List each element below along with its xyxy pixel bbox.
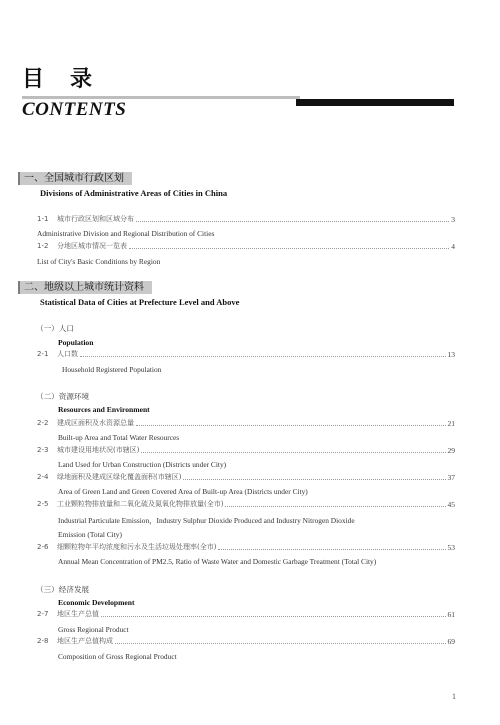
entry-page: 29	[447, 446, 455, 455]
entry-title-en: Land Used for Urban Construction (Districts under City)	[58, 460, 227, 469]
entry-page: 3	[451, 215, 455, 224]
toc-entry-1-2[interactable]	[37, 241, 455, 252]
entry-page: 45	[447, 500, 455, 509]
entry-title-cn: 地区生产总值	[57, 610, 99, 618]
group-label-en-population: Population	[58, 338, 94, 347]
entry-title-cn: 城市行政区划和区域分布	[57, 215, 134, 223]
entry-title-en: Area of Green Land and Green Covered Area of Built-up Area (Districts under City)	[58, 487, 308, 496]
entry-number: 2-7	[37, 610, 49, 618]
header-rule-black	[296, 99, 454, 106]
entry-title-cn: 工业颗粒物排放量和二氧化硫及氮氧化物排放量(全市)	[57, 500, 224, 508]
entry-page: 13	[447, 350, 455, 359]
entry-page: 37	[447, 473, 455, 482]
page-title-cn: 目录	[22, 67, 119, 92]
section-header-2: 二、地级以上城市统计资料	[18, 281, 152, 294]
entry-page: 61	[447, 610, 455, 619]
toc-entry-2-1[interactable]	[37, 349, 455, 360]
group-label-cn-population: （一）人口	[36, 324, 74, 333]
group-label-cn-resources: （二）资源环境	[36, 392, 90, 401]
group-label-en-resources: Resources and Environment	[58, 405, 150, 414]
toc-entry-2-5[interactable]	[37, 499, 455, 510]
entry-page: 69	[447, 637, 455, 646]
entry-title-cn: 地区生产总值构成	[57, 637, 113, 645]
toc-entry-2-6[interactable]	[37, 542, 455, 553]
toc-entry-2-7[interactable]	[37, 609, 455, 620]
dot-leader	[136, 220, 449, 222]
entry-number: 2-8	[37, 637, 49, 645]
dot-leader	[101, 615, 446, 617]
entry-number: 1-1	[37, 215, 49, 223]
dot-leader	[80, 355, 446, 357]
entry-title-en: Administrative Division and Regional Distribution of Cities	[37, 229, 215, 238]
dot-leader	[115, 642, 446, 644]
entry-title-en: Industrial Particulate Emission，Industry Sulphur Dioxide Produced and Industry Nitrogen Dioxide	[58, 516, 355, 525]
section-title-en-1: Divisions of Administrative Areas of Cities in China	[40, 188, 228, 198]
entry-page: 21	[447, 419, 455, 428]
entry-title-en: Household Registered Population	[62, 365, 162, 374]
entry-title-cn: 细颗粒物年平均浓度和污水及生活垃圾处理率(全市)	[57, 543, 217, 551]
entry-title-en: Built-up Area and Total Water Resources	[58, 433, 180, 442]
dot-leader	[218, 548, 445, 550]
entry-title-cn: 人口数	[57, 350, 78, 358]
entry-page: 53	[447, 543, 455, 552]
toc-entry-2-8[interactable]	[37, 636, 455, 647]
dot-leader	[183, 478, 445, 480]
entry-title-cn: 城市建设用地状况(市辖区)	[57, 446, 140, 454]
dot-leader	[136, 424, 446, 426]
entry-title-en-continued: Emission (Total City)	[58, 530, 122, 539]
section-title-en-2: Statistical Data of Cities at Prefecture Level and Above	[40, 297, 240, 307]
entry-title-en: Gross Regional Product	[58, 625, 129, 634]
toc-entry-2-4[interactable]	[37, 472, 455, 483]
dot-leader	[129, 247, 449, 249]
entry-number: 2-5	[37, 500, 49, 508]
entry-title-en: Composition of Gross Regional Product	[58, 652, 177, 661]
dot-leader	[225, 505, 445, 507]
entry-number: 2-2	[37, 419, 49, 427]
entry-title-cn: 建成区面积及水资源总量	[57, 419, 134, 427]
page-number: 1	[452, 692, 456, 701]
entry-title-en: Annual Mean Concentration of PM2.5, Ratio of Waste Water and Domestic Garbage Treatment (Total City)	[58, 557, 377, 566]
toc-entry-2-2[interactable]	[37, 418, 455, 429]
entry-title-cn: 绿地面积及建成区绿化覆盖面积(市辖区)	[57, 473, 182, 481]
section-header-1: 一、全国城市行政区划	[18, 172, 132, 185]
dot-leader	[141, 451, 445, 453]
page-title-en: CONTENTS	[22, 99, 127, 120]
entry-number: 2-4	[37, 473, 49, 481]
entry-number: 1-2	[37, 242, 49, 250]
entry-number: 2-3	[37, 446, 49, 454]
entry-page: 4	[451, 242, 455, 251]
group-label-cn-economy: （三）经济发展	[36, 585, 90, 594]
entry-number: 2-1	[37, 350, 49, 358]
entry-title-cn: 分地区城市情况一览表	[57, 242, 127, 250]
toc-entry-2-3[interactable]	[37, 445, 455, 456]
group-label-en-economy: Economic Development	[58, 598, 135, 607]
entry-title-en: List of City's Basic Conditions by Region	[37, 257, 161, 266]
toc-entry-1-1[interactable]	[37, 214, 455, 225]
entry-number: 2-6	[37, 543, 49, 551]
